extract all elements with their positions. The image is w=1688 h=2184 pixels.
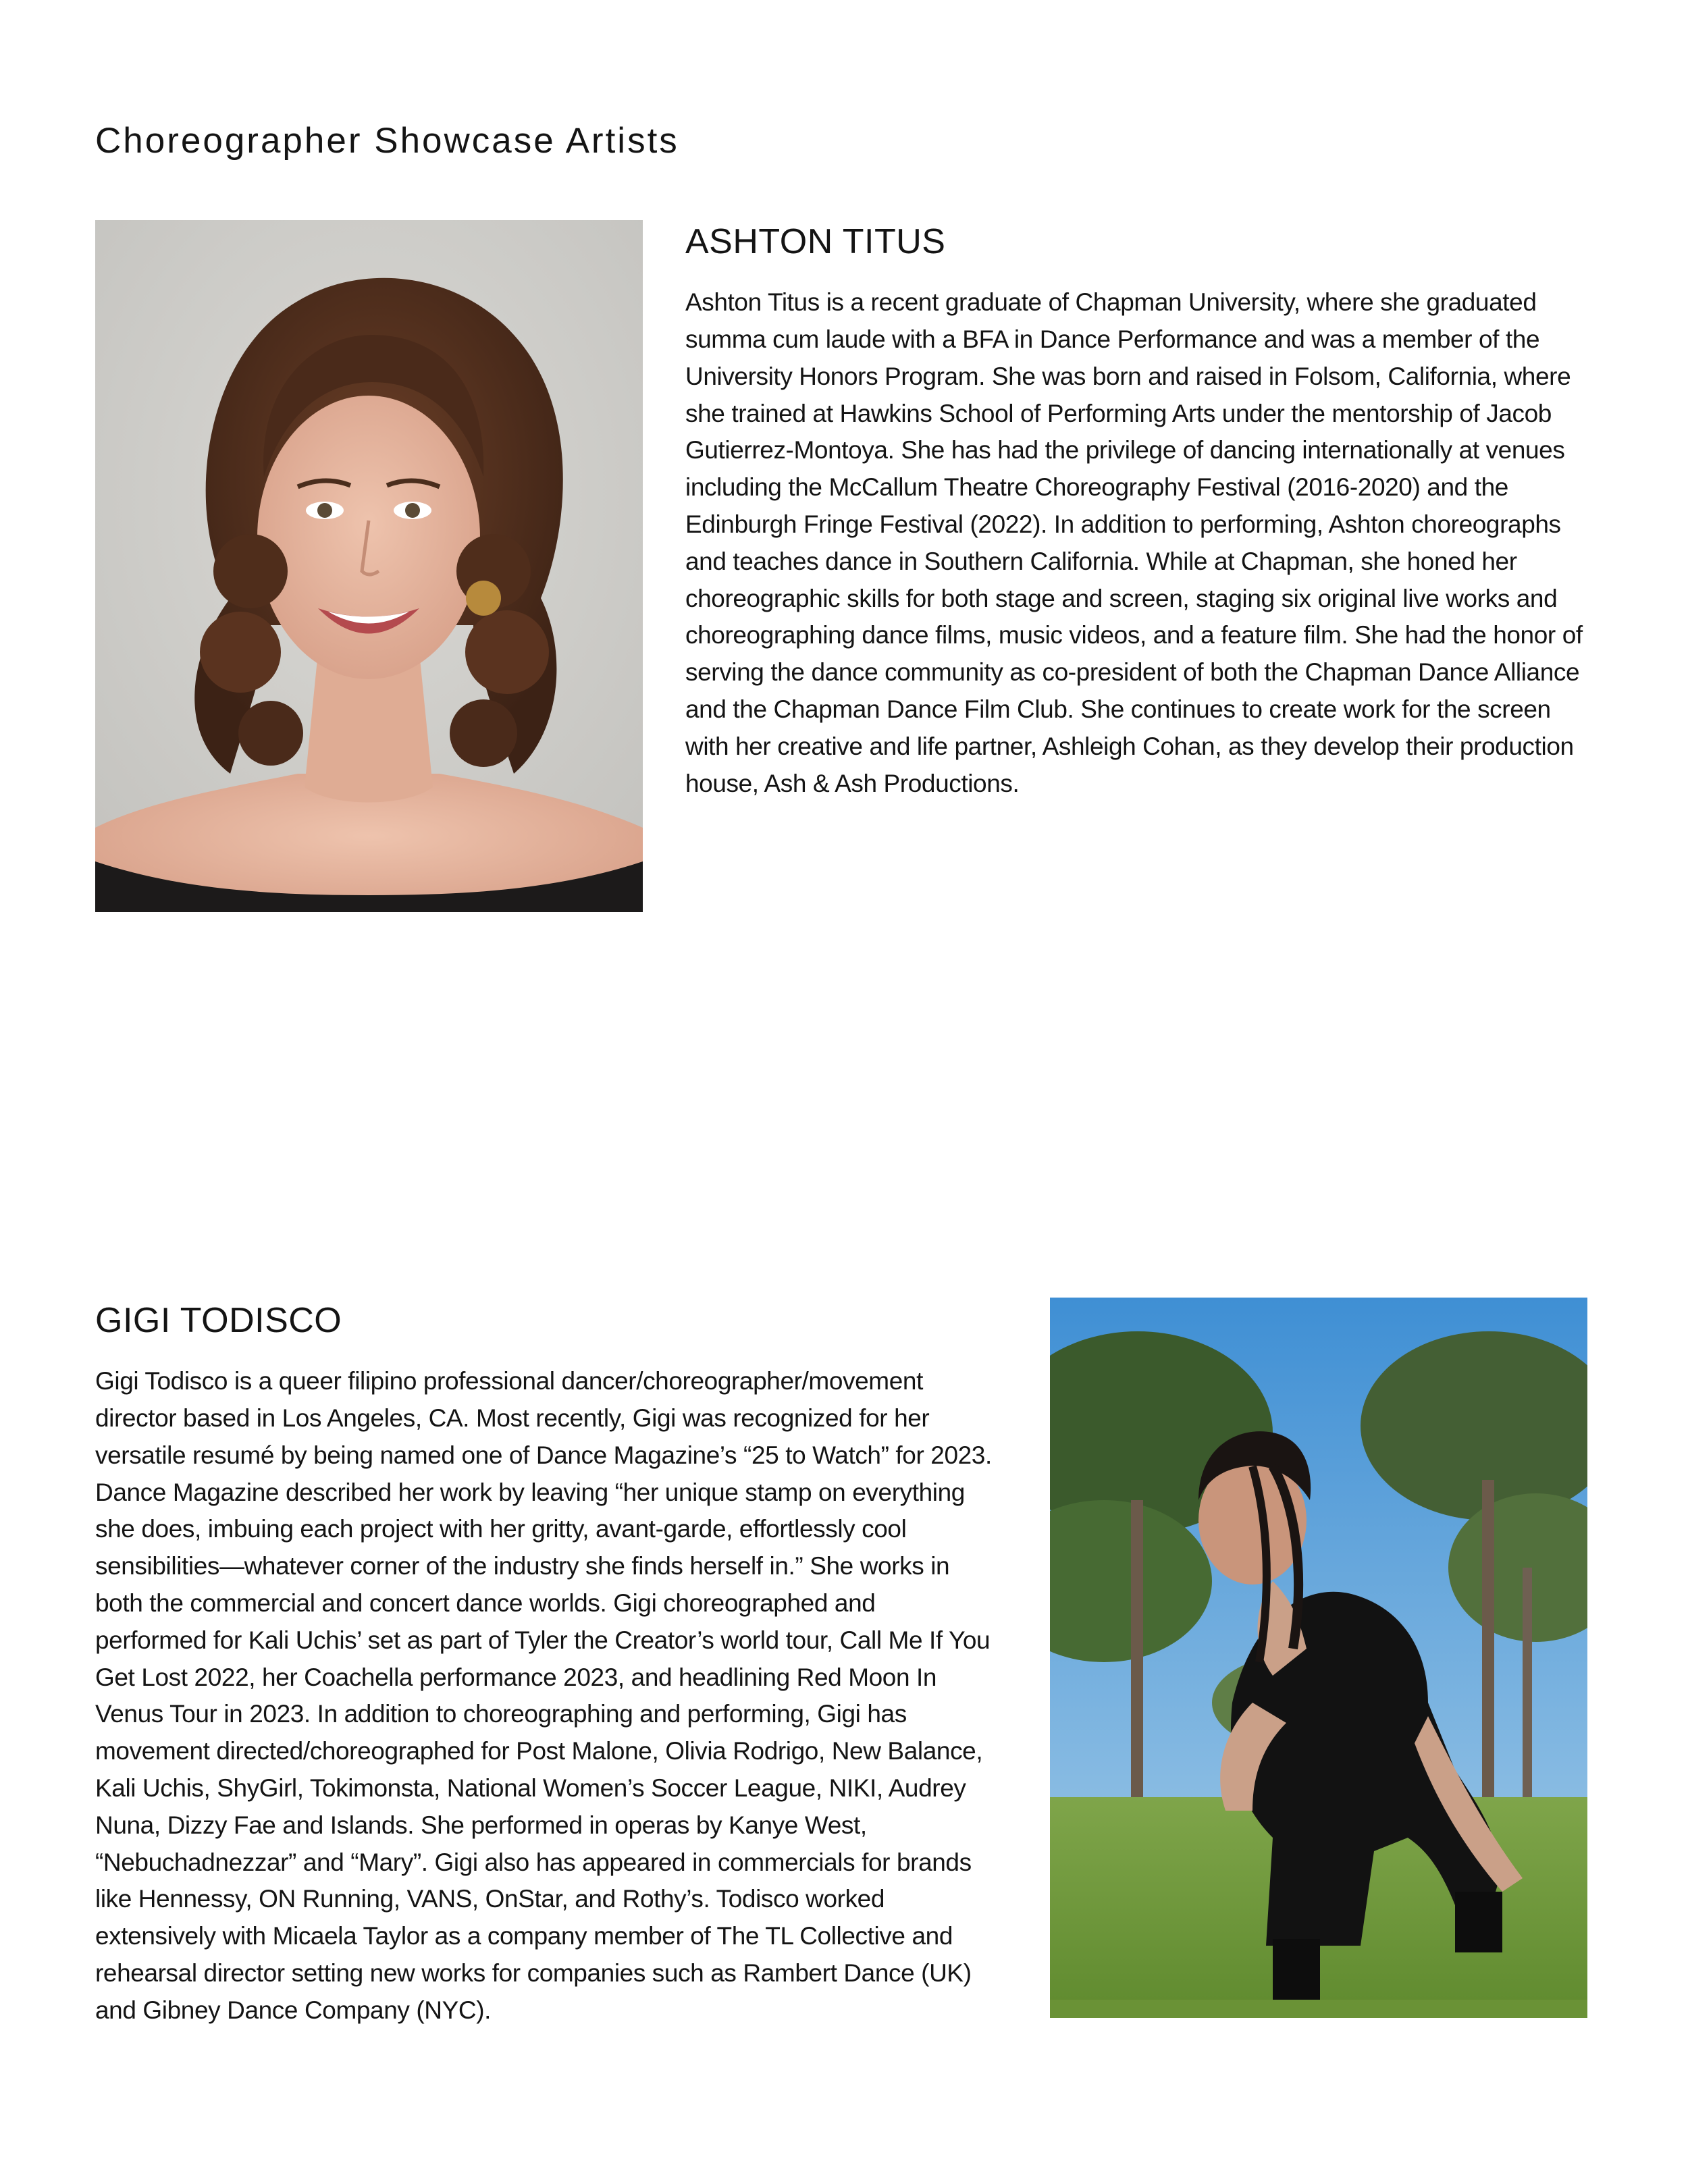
ashton-titus-bio-block <box>685 223 1600 802</box>
portrait-photo-icon <box>95 220 643 912</box>
outdoor-dance-photo-icon <box>1050 1298 1587 2018</box>
ashton-titus-photo <box>95 220 643 912</box>
page-title: Choreographer Showcase Artists <box>95 121 679 161</box>
artist-name: GIGI TODISCO <box>95 1301 342 1340</box>
gigi-todisco-bio-block <box>95 1302 1000 2029</box>
gigi-todisco-photo <box>1050 1298 1587 2018</box>
artist-bio: Ashton Titus is a recent graduate of Chapman University, where she graduated summa cum laude with a BFA in Dance Performance and was a member of the University Honors Program. She was born and raised in Folsom, California, where she trained at Hawkins School of Performing Arts under the mentorship of Jacob Gutierrez-Montoya. She has had the privilege of dancing internationally at venues including the McCallum Theatre Choreography Festival (2016-2020) and the Edinburgh Fringe Festival (2022). In addition to performing, Ashton choreographs and teaches dance in Southern California. While at Chapman, she honed her choreographic skills for both stage and screen, staging six original live works and choreographing dance films, music videos, and a feature film. She had the honor of serving the dance community as co-president of both the Chapman Dance Alliance and the Chapman Dance Film Club. She continues to create work for the screen with her creative and life partner, Ashleigh Cohan, as they develop their production house, Ash & Ash Productions. <box>685 288 1583 797</box>
artist-name: ASHTON TITUS <box>685 222 946 261</box>
artist-bio: Gigi Todisco is a queer filipino professional dancer/choreographer/movement director based in Los Angeles, CA. Most recently, Gigi was recognized for her versatile resumé by being named one of Dance Magazine’s “25 to Watch” for 2023. Dance Magazine described her work by leaving “her unique stamp on everything she does, imbuing each project with her gritty, avant-garde, effortlessly cool sensibilities—whatever corner of the industry she finds herself in.” She works in both the commercial and concert dance worlds. Gigi choreographed and performed for Kali Uchis’ set as part of Tyler the Creator’s world tour, Call Me If You Get Lost 2022, her Coachella performance 2023, and headlining Red Moon In Venus Tour in 2023. In addition to choreographing and performing, Gigi has movement directed/choreographed for Post Malone, Olivia Rodrigo, New Balance, Kali Uchis, ShyGirl, Tokimonsta, National Women’s Soccer League, NIKI, Audrey Nuna, Dizzy Fae and Islands. She performed in operas by Kanye West, “Nebuchadnezzar” and “Mary”. Gigi also has appeared in commercials for brands like Hennessy, ON Running, VANS, OnStar, and Rothy’s. Todisco worked extensively with Micaela Taylor as a company member of The TL Collective and rehearsal director setting new works for companies such as Rambert Dance (UK) and Gibney Dance Company (NYC). <box>95 1367 992 2024</box>
